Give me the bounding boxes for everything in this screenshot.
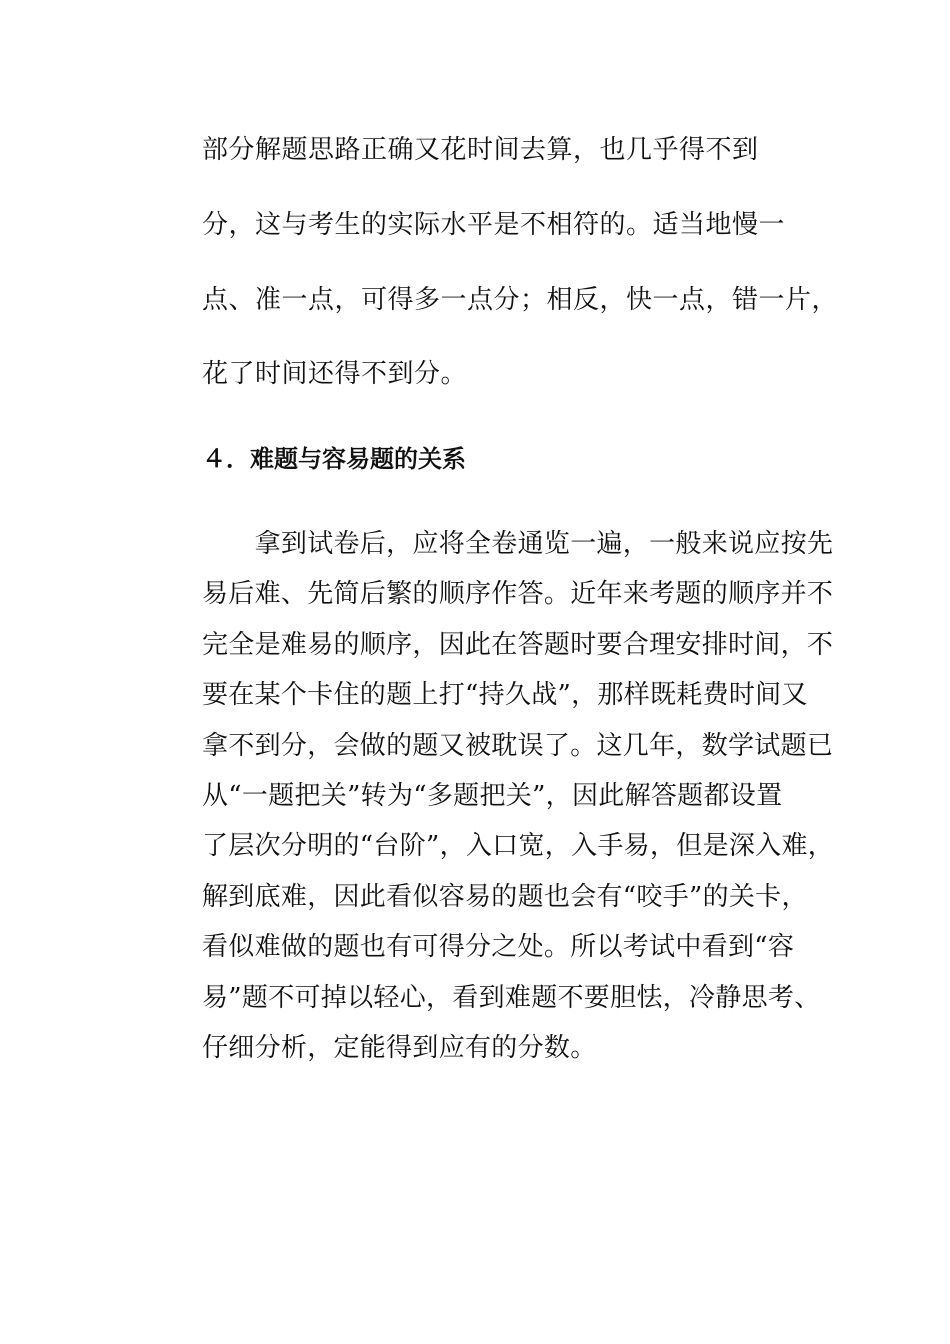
- section-heading: ４．难题与容易题的关系: [202, 444, 466, 473]
- paragraph-line: 花了时间还得不到分。: [202, 359, 468, 389]
- paragraph-line: 了层次分明的“台阶”，入口宽，入手易，但是深入难，: [202, 831, 835, 861]
- paragraph-line: 易后难、先简后繁的顺序作答。近年来考题的顺序并不: [202, 579, 834, 609]
- paragraph-line: 拿到试卷后，应将全卷通览一遍，一般来说应按先: [202, 529, 834, 559]
- paragraph-line: 部分解题思路正确又花时间去算，也几乎得不到: [202, 135, 759, 165]
- paragraph-line: 分，这与考生的实际水平是不相符的。适当地慢一: [202, 210, 786, 240]
- paragraph-line: 要在某个卡住的题上打“持久战”，那样既耗费时间又: [202, 680, 808, 710]
- paragraph-line: 完全是难易的顺序，因此在答题时要合理安排时间，不: [202, 630, 834, 660]
- paragraph-line: 解到底难，因此看似容易的题也会有“咬手”的关卡，: [202, 882, 808, 912]
- paragraph-line: 从“一题把关”转为“多题把关”，因此解答题都设置: [202, 781, 783, 811]
- paragraph-line: 点、准一点，可得多一点分；相反，快一点，错一片，: [202, 285, 839, 315]
- paragraph-line: 仔细分析，定能得到应有的分数。: [202, 1033, 597, 1063]
- paragraph-line: 看似难做的题也有可得分之处。所以考试中看到“容: [202, 932, 795, 962]
- paragraph-line: 拿不到分，会做的题又被耽误了。这几年，数学试题已: [202, 731, 834, 761]
- paragraph-line: 易”题不可掉以轻心，看到难题不要胆怯，冷静思考、: [202, 983, 821, 1013]
